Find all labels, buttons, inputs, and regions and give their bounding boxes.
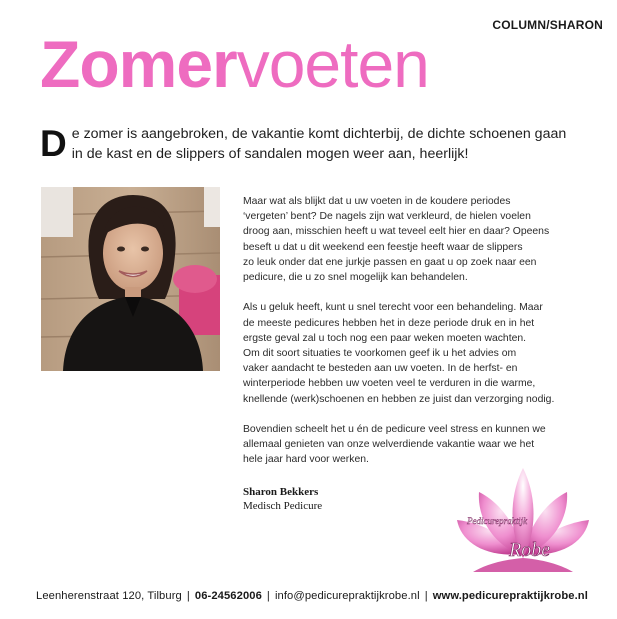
author-photo [41,187,220,371]
footer-email[interactable]: info@pedicurepraktijkrobe.nl [274,590,420,602]
text-line: Als u geluk heeft, kunt u snel terecht voor een behandeling. Maar [243,302,543,314]
footer-contact [36,590,606,602]
portrait-image [41,187,220,371]
text-line: pedicure, die u zo snel mogelijk kan behandelen. [243,272,468,284]
text-line: de meeste pedicures hebben het in deze periode druk en in het [243,317,535,329]
footer-address: Leenherenstraat 120, Tilburg [36,590,182,602]
intro-text: e zomer is aangebroken, de vakantie komt dichterbij, de dichte schoenen gaan in de kast en de slippers of sandalen mogen weer aan, heerlijk! [71,126,567,162]
text-line: ergste geval zal u toch nog een paar weken moeten wachten. [243,332,527,344]
drop-cap: D [40,123,67,164]
article-body [243,194,565,483]
title-strong: Zomer [40,27,237,101]
body-paragraph-3 [243,422,565,468]
body-paragraph-1 [243,194,565,285]
author-name: Sharon Bekkers [243,486,319,498]
text-line: allemaal genieten van onze welverdiende vakantie waar we het [243,439,535,451]
text-line: winterperiode hebben uw voeten veel te verduren in die warme, [243,378,536,390]
logo-line1: Pedicurepraktijk [467,516,528,526]
text-line: ‘vergeten’ bent? De nagels zijn wat verkleurd, de hielen voelen [243,211,531,223]
body-paragraph-2 [243,300,565,406]
text-line: droog aan, misschien heeft u wat teveel eelt hier en daar? Opeens [243,226,550,238]
text-line: hele jaar hard voor werken. [243,454,369,466]
column-label [492,18,603,32]
footer-website[interactable]: www.pedicurepraktijkrobe.nl [432,590,588,602]
footer-separator: | [186,590,190,602]
text-line: Om dit soort situaties te voorkomen geef ik u het advies om [243,348,517,360]
text-line: zo leuk onder dat ene jurkje passen en gaat u op zoek naar een [243,256,537,268]
text-line: Maar wat als blijkt dat u uw voeten in de koudere periodes [243,196,511,207]
column-section: COLUMN/ [492,18,550,32]
lotus-flower-icon [455,462,591,574]
text-line: Bovendien scheelt het u én de pedicure veel stress en kunnen we [243,424,546,436]
intro-paragraph [40,124,580,164]
text-line: vaker aandacht te besteden aan uw voeten. In de herfst- en [243,363,518,375]
footer-separator: | [266,590,270,602]
column-author: SHARON [549,18,603,32]
footer-phone[interactable]: 06-24562006 [194,590,262,602]
page-title [40,24,429,104]
lotus-logo [455,462,591,574]
footer-separator: | [424,590,428,602]
text-line: knellende (werk)schoenen en hebben ze juist dan verzorging nodig. [243,393,555,405]
author-role: Medisch Pedicure [243,500,323,512]
title-light: voeten [236,27,429,101]
text-line: beseft u dat u dit weekend een feestje heeft waar de slippers [243,241,523,253]
logo-line2: Robe [509,539,551,561]
